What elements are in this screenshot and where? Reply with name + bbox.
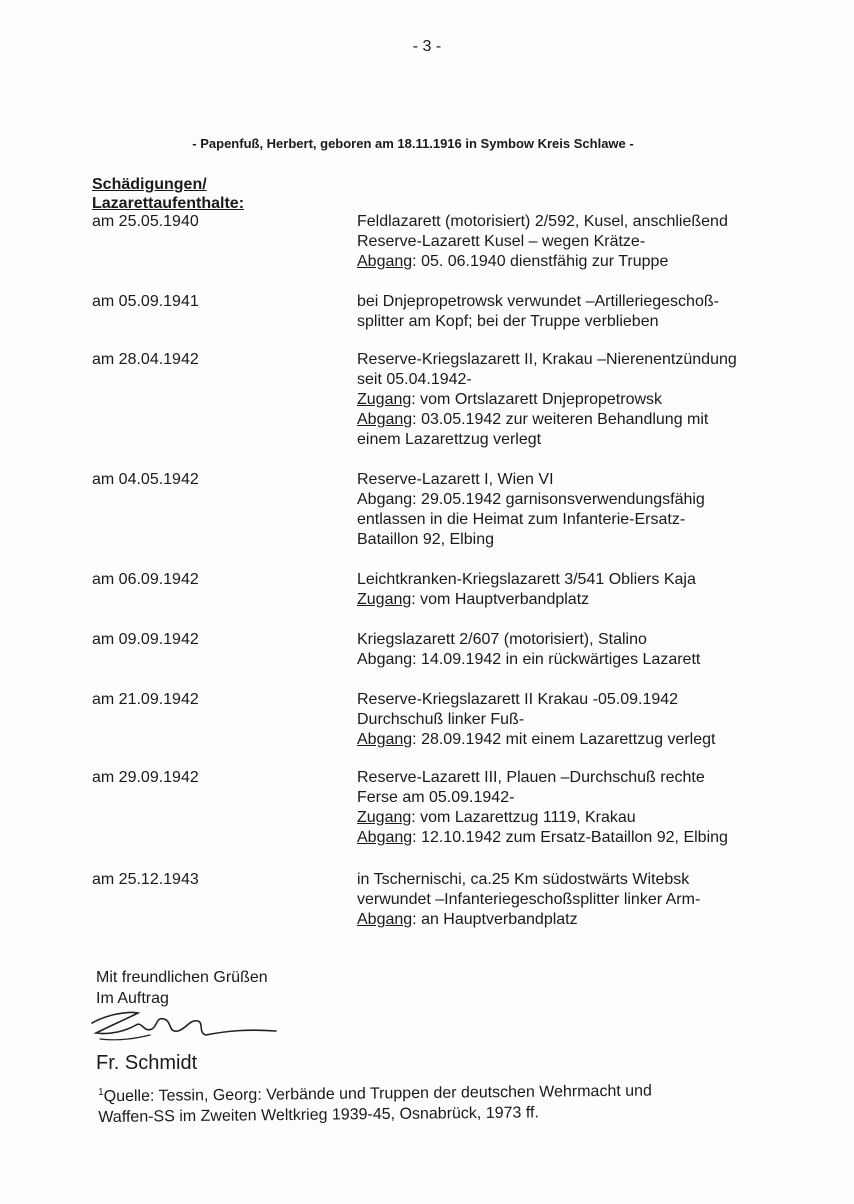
entry-line-label: Abgang [357, 253, 413, 270]
entry-description [357, 212, 827, 272]
entry-line-label: Abgang [357, 911, 413, 928]
entry-date: am 25.05.1940 [92, 213, 199, 230]
entry-description [357, 350, 827, 450]
entry-line: in Tschernischi, ca.25 Km südostwärts Witebsk [357, 871, 690, 888]
entry-line [357, 390, 827, 410]
entry-line: Feldlazarett (motorisiert) 2/592, Kusel, anschließend [357, 213, 728, 230]
heading-line-1: Schädigungen/ [92, 176, 207, 193]
entry-line: Reserve-Kriegslazarett II, Krakau –Nierenentzündung [357, 351, 737, 368]
entry-date: am 06.09.1942 [92, 571, 199, 588]
entry-description [357, 690, 827, 750]
entry-line: Reserve-Lazarett Kusel – wegen Krätze- [357, 233, 646, 250]
entry-description [357, 768, 827, 848]
entry-line: einem Lazarettzug verlegt [357, 431, 542, 448]
subject-line: - Papenfuß, Herbert, geboren am 18.11.1916 in Symbow Kreis Schlawe - [192, 136, 634, 151]
entry-line-text: : 12.10.1942 zum Ersatz-Bataillon 92, Elbing [412, 829, 728, 846]
entry-date: am 09.09.1942 [92, 631, 199, 648]
entry-line [357, 808, 827, 828]
entry-line [357, 828, 827, 848]
signature [86, 1005, 286, 1050]
entry-description [357, 630, 827, 670]
entry-line: entlassen in die Heimat zum Infanterie-Ersatz- [357, 511, 686, 528]
entry-line-text: : vom Hauptverbandplatz [411, 591, 590, 608]
entry-line-label: Abgang [357, 731, 413, 748]
entry-date: am 04.05.1942 [92, 471, 199, 488]
entry-line-text: : 03.05.1942 zur weiteren Behandlung mit [412, 411, 709, 428]
entry-line [357, 910, 827, 930]
entry-line-text: : 05. 06.1940 dienstfähig zur Truppe [412, 253, 669, 270]
entry-line-text: : vom Lazarettzug 1119, Krakau [411, 809, 636, 826]
entry-line: Durchschuß linker Fuß- [357, 711, 525, 728]
entry-line: verwundet –Infanteriegeschoßsplitter linker Arm- [357, 891, 701, 908]
entry-description [357, 570, 827, 610]
footnote-text-1: Quelle: Tessin, Georg: Verbände und Truppen der deutschen Wehrmacht und [103, 1082, 652, 1106]
entry-line: Bataillon 92, Elbing [357, 531, 494, 548]
footnote-marker: 1 [98, 1086, 104, 1098]
entry-line: Reserve-Kriegslazarett II Krakau -05.09.1942 [357, 691, 679, 708]
entry-date: am 05.09.1941 [92, 293, 199, 310]
entry-line: Abgang: 29.05.1942 garnisonsverwendungsfähig [357, 491, 705, 508]
entry-line-text: : 28.09.1942 mit einem Lazarettzug verlegt [412, 731, 716, 748]
page-number: - 3 - [412, 38, 442, 55]
entry-line: Ferse am 05.09.1942- [357, 789, 515, 806]
heading-line-2: Lazarettaufenthalte: [92, 195, 245, 212]
entry-line [357, 590, 827, 610]
entry-date: am 29.09.1942 [92, 769, 199, 786]
section-heading [92, 175, 244, 213]
entry-line-label: Abgang [357, 829, 413, 846]
entry-description [357, 470, 827, 550]
entry-line: Abgang: 14.09.1942 in ein rückwärtiges Lazarett [357, 651, 701, 668]
entry-line [357, 410, 827, 430]
entry-line-label: Abgang [357, 411, 413, 428]
entry-description [357, 870, 827, 930]
entry-line-label: Zugang [357, 809, 412, 826]
entry-line: seit 05.04.1942- [357, 371, 472, 388]
entry-line-label: Zugang [357, 391, 412, 408]
entry-description [357, 292, 827, 332]
entry-date: am 21.09.1942 [92, 691, 199, 708]
footnote-line-2: Waffen-SS im Zweiten Weltkrieg 1939-45, Osnabrück, 1973 ff. [98, 1104, 539, 1127]
entry-line: Reserve-Lazarett III, Plauen –Durchschuß rechte [357, 769, 705, 786]
entry-line [357, 730, 827, 750]
entry-line-text: : an Hauptverbandplatz [412, 911, 578, 928]
entry-line [357, 252, 827, 272]
entry-line: Kriegslazarett 2/607 (motorisiert), Stalino [357, 631, 647, 648]
closing-on-behalf: Im Auftrag [96, 990, 169, 1007]
signer-name: Fr. Schmidt [96, 1052, 198, 1074]
closing [96, 967, 268, 1009]
entry-line: Reserve-Lazarett I, Wien VI [357, 471, 554, 488]
entry-line: bei Dnjepropetrowsk verwundet –Artilleriegeschoß- [357, 293, 719, 310]
entry-line-text: : vom Ortslazarett Dnjepropetrowsk [411, 391, 663, 408]
entry-date: am 28.04.1942 [92, 351, 199, 368]
entry-line-label: Zugang [357, 591, 412, 608]
entry-line: Leichtkranken-Kriegslazarett 3/541 Obliers Kaja [357, 571, 696, 588]
entry-date: am 25.12.1943 [92, 871, 199, 888]
entry-line: splitter am Kopf; bei der Truppe verblieben [357, 313, 659, 330]
closing-greeting: Mit freundlichen Grüßen [96, 969, 268, 986]
footnote [98, 1076, 652, 1128]
